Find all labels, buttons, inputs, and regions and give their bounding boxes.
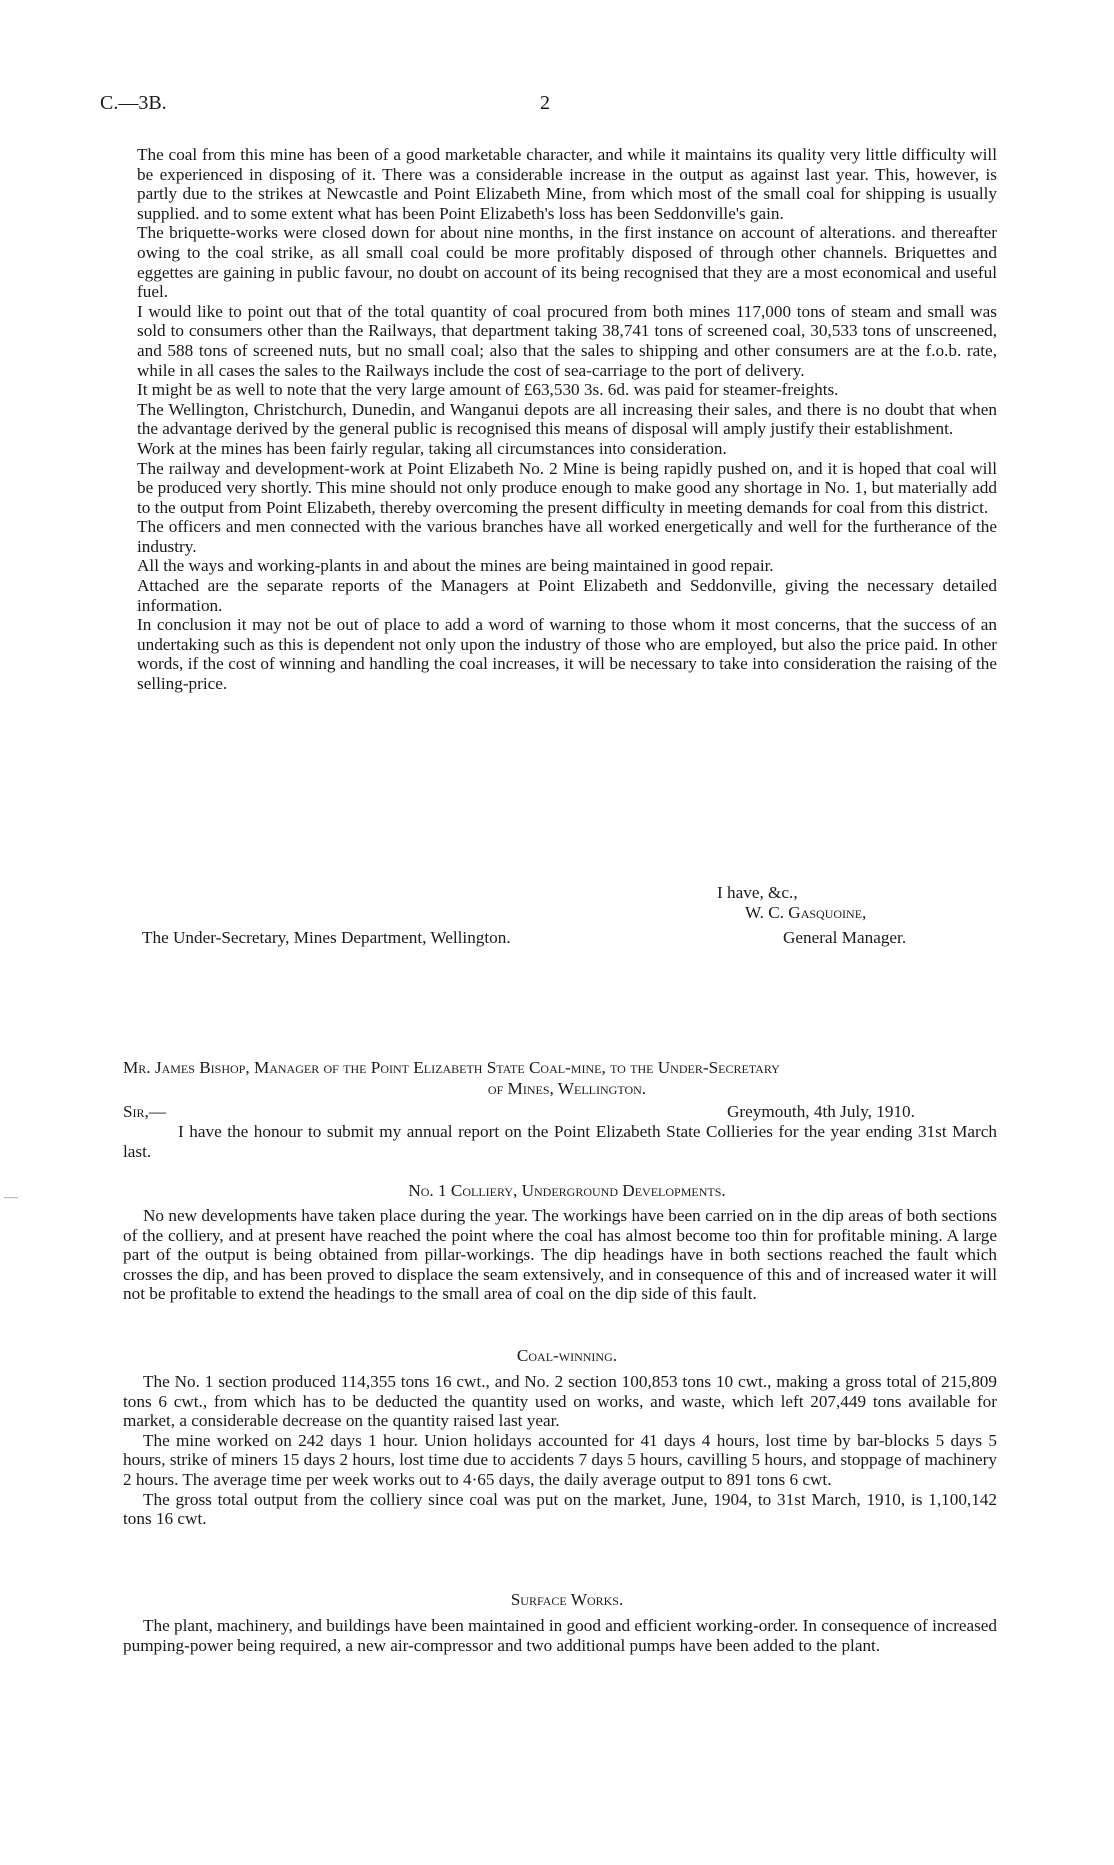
- report1-paragraph: Work at the mines has been fairly regular, taking all circumstances into consideration.: [137, 438, 727, 458]
- signatory-name: W. C. Gasquoine,: [745, 903, 867, 922]
- report1-paragraph: The coal from this mine has been of a good marketable character, and while it maintains its quality very little difficulty will be experienced in disposing of it. There was a considerable increase in the output as against last year. This, however, is partly due to the strikes at Newcastle and Point Elizabeth Mine, from which most of the small coal for shipping is usually supplied. and to some extent what has been Point Elizabeth's loss has been Seddonville's gain.: [137, 145, 997, 223]
- report2-heading-line2: [137, 1079, 997, 1099]
- signatory-title: General Manager.: [783, 928, 907, 947]
- letter-date: Greymouth, 4th July, 1910.: [727, 1102, 915, 1121]
- section1-text: No new developments have taken place during the year. The workings have been carried on in the dip areas of both sections of the colliery, and at present have reached the point where the coal has almost become too thin for profitable mining. A large part of the output is being obtained from pillar-workings. The dip headings have in both sections reached the fault which crosses the dip, and has been proved to displace the seam extensively, and in consequence of this and of increased water it will not be profitable to extend the headings to the small area of coal on the dip side of this fault.: [123, 1206, 997, 1304]
- report2-heading-line1: Mr. James Bishop, Manager of the Point Elizabeth State Coal-mine, to the Under-Secretary: [123, 1058, 780, 1077]
- page-number: 2: [540, 92, 550, 114]
- report2-heading-line2-text: of Mines, Wellington.: [487, 1079, 647, 1098]
- report1-paragraph: In conclusion it may not be out of place to add a word of warning to those whom it most concerns, that the success of an undertaking such as this is dependent not only upon the industry of those who are employed, but also the price paid. In other words, if the cost of winning and handling the coal increases, it will be necessary to take into consideration the raising of the selling-price.: [137, 615, 997, 694]
- report1-paragraph: The briquette-works were closed down for about nine months, in the first instance on account of alterations. and thereafter owing to the coal strike, as all small coal could be more profitably disposed of through other channels. Briquettes and eggettes are gaining in public favour, no doubt on account of its being recognised that they are a most economical and useful fuel.: [137, 223, 997, 302]
- section3-text: The plant, machinery, and buildings have been maintained in good and efficient working-order. In consequence of increased pumping-power being required, a new air-compressor and two additional pumps have been added to the plant.: [123, 1616, 997, 1655]
- report1-paragraph: All the ways and working-plants in and about the mines are being maintained in good repair.: [137, 556, 774, 576]
- report2-intro: I have the honour to submit my annual report on the Point Elizabeth State Collieries for the year ending 31st March last.: [123, 1122, 997, 1161]
- addressee: The Under-Secretary, Mines Department, Wellington.: [142, 928, 511, 947]
- report1-paragraph: The Wellington, Christchurch, Dunedin, and Wanganui depots are all increasing their sales, and there is no doubt that when the advantage derived by the general public is recognised this means of disposal will amply justify their establishment.: [137, 399, 997, 439]
- report2-heading: [123, 1058, 983, 1078]
- report1-paragraph: It might be as well to note that the very large amount of £63,530 3s. 6d. was paid for steamer-freights.: [137, 380, 839, 400]
- report1-body: [137, 145, 997, 694]
- section2-paragraph: The No. 1 section produced 114,355 tons 16 cwt., and No. 2 section 100,853 tons 10 cwt., making a gross total of 215,809 tons 6 cwt., from which has to be deducted the quantity used on works, and waste, which left 207,449 tons available for market, a considerable decrease on the quantity raised last year.: [123, 1372, 997, 1431]
- salutation: Sir,—: [123, 1102, 167, 1121]
- section2-paragraph: The gross total output from the colliery since coal was put on the market, June, 1904, to 31st March, 1910, is 1,100,142 tons 16 cwt.: [123, 1489, 997, 1529]
- report1-paragraph: The railway and development-work at Point Elizabeth No. 2 Mine is being rapidly pushed on, and it is hoped that coal will be produced very shortly. This mine should not only produce enough to make good any shortage in No. 1, but materially add to the output from Point Elizabeth, thereby overcoming the present difficulty in meeting demands for coal from this district.: [137, 458, 997, 517]
- page-header: [100, 92, 980, 122]
- margin-mark: —: [4, 1190, 18, 1205]
- section-title-coal-winning: Coal-winning.: [516, 1346, 618, 1365]
- section-title-surface-works: Surface Works.: [510, 1590, 624, 1609]
- section2-body: [123, 1372, 997, 1529]
- section-title-underground: No. 1 Colliery, Underground Developments.: [408, 1181, 726, 1200]
- report1-paragraph: Attached are the separate reports of the Managers at Point Elizabeth and Seddonville, giving the necessary detailed information.: [137, 576, 997, 615]
- report1-paragraph: I would like to point out that of the total quantity of coal procured from both mines 117,000 tons of steam and small was sold to consumers other than the Railways, that department taking 38,741 tons of screened coal, 30,533 tons of unscreened, and 588 tons of screened nuts, but no small coal; also that the sales to shipping and other consumers are at the f.o.b. rate, while in all cases the sales to the Railways include the cost of sea-carriage to the port of delivery.: [137, 301, 997, 380]
- document-reference: C.—3B.: [100, 92, 167, 114]
- closing-phrase: I have, &c.,: [717, 883, 798, 902]
- report1-paragraph: The officers and men connected with the various branches have all worked energetically and well for the furtherance of the industry.: [137, 517, 997, 556]
- section2-paragraph: The mine worked on 242 days 1 hour. Union holidays accounted for 41 days 4 hours, lost time by bar-blocks 5 days 5 hours, strike of miners 15 days 2 hours, lost time due to accidents 7 days 5 hours, cavilling 5 hours, and stoppage of machinery 2 hours. The average time per week works out to 4·65 days, the daily average output to 891 tons 6 cwt.: [123, 1430, 997, 1489]
